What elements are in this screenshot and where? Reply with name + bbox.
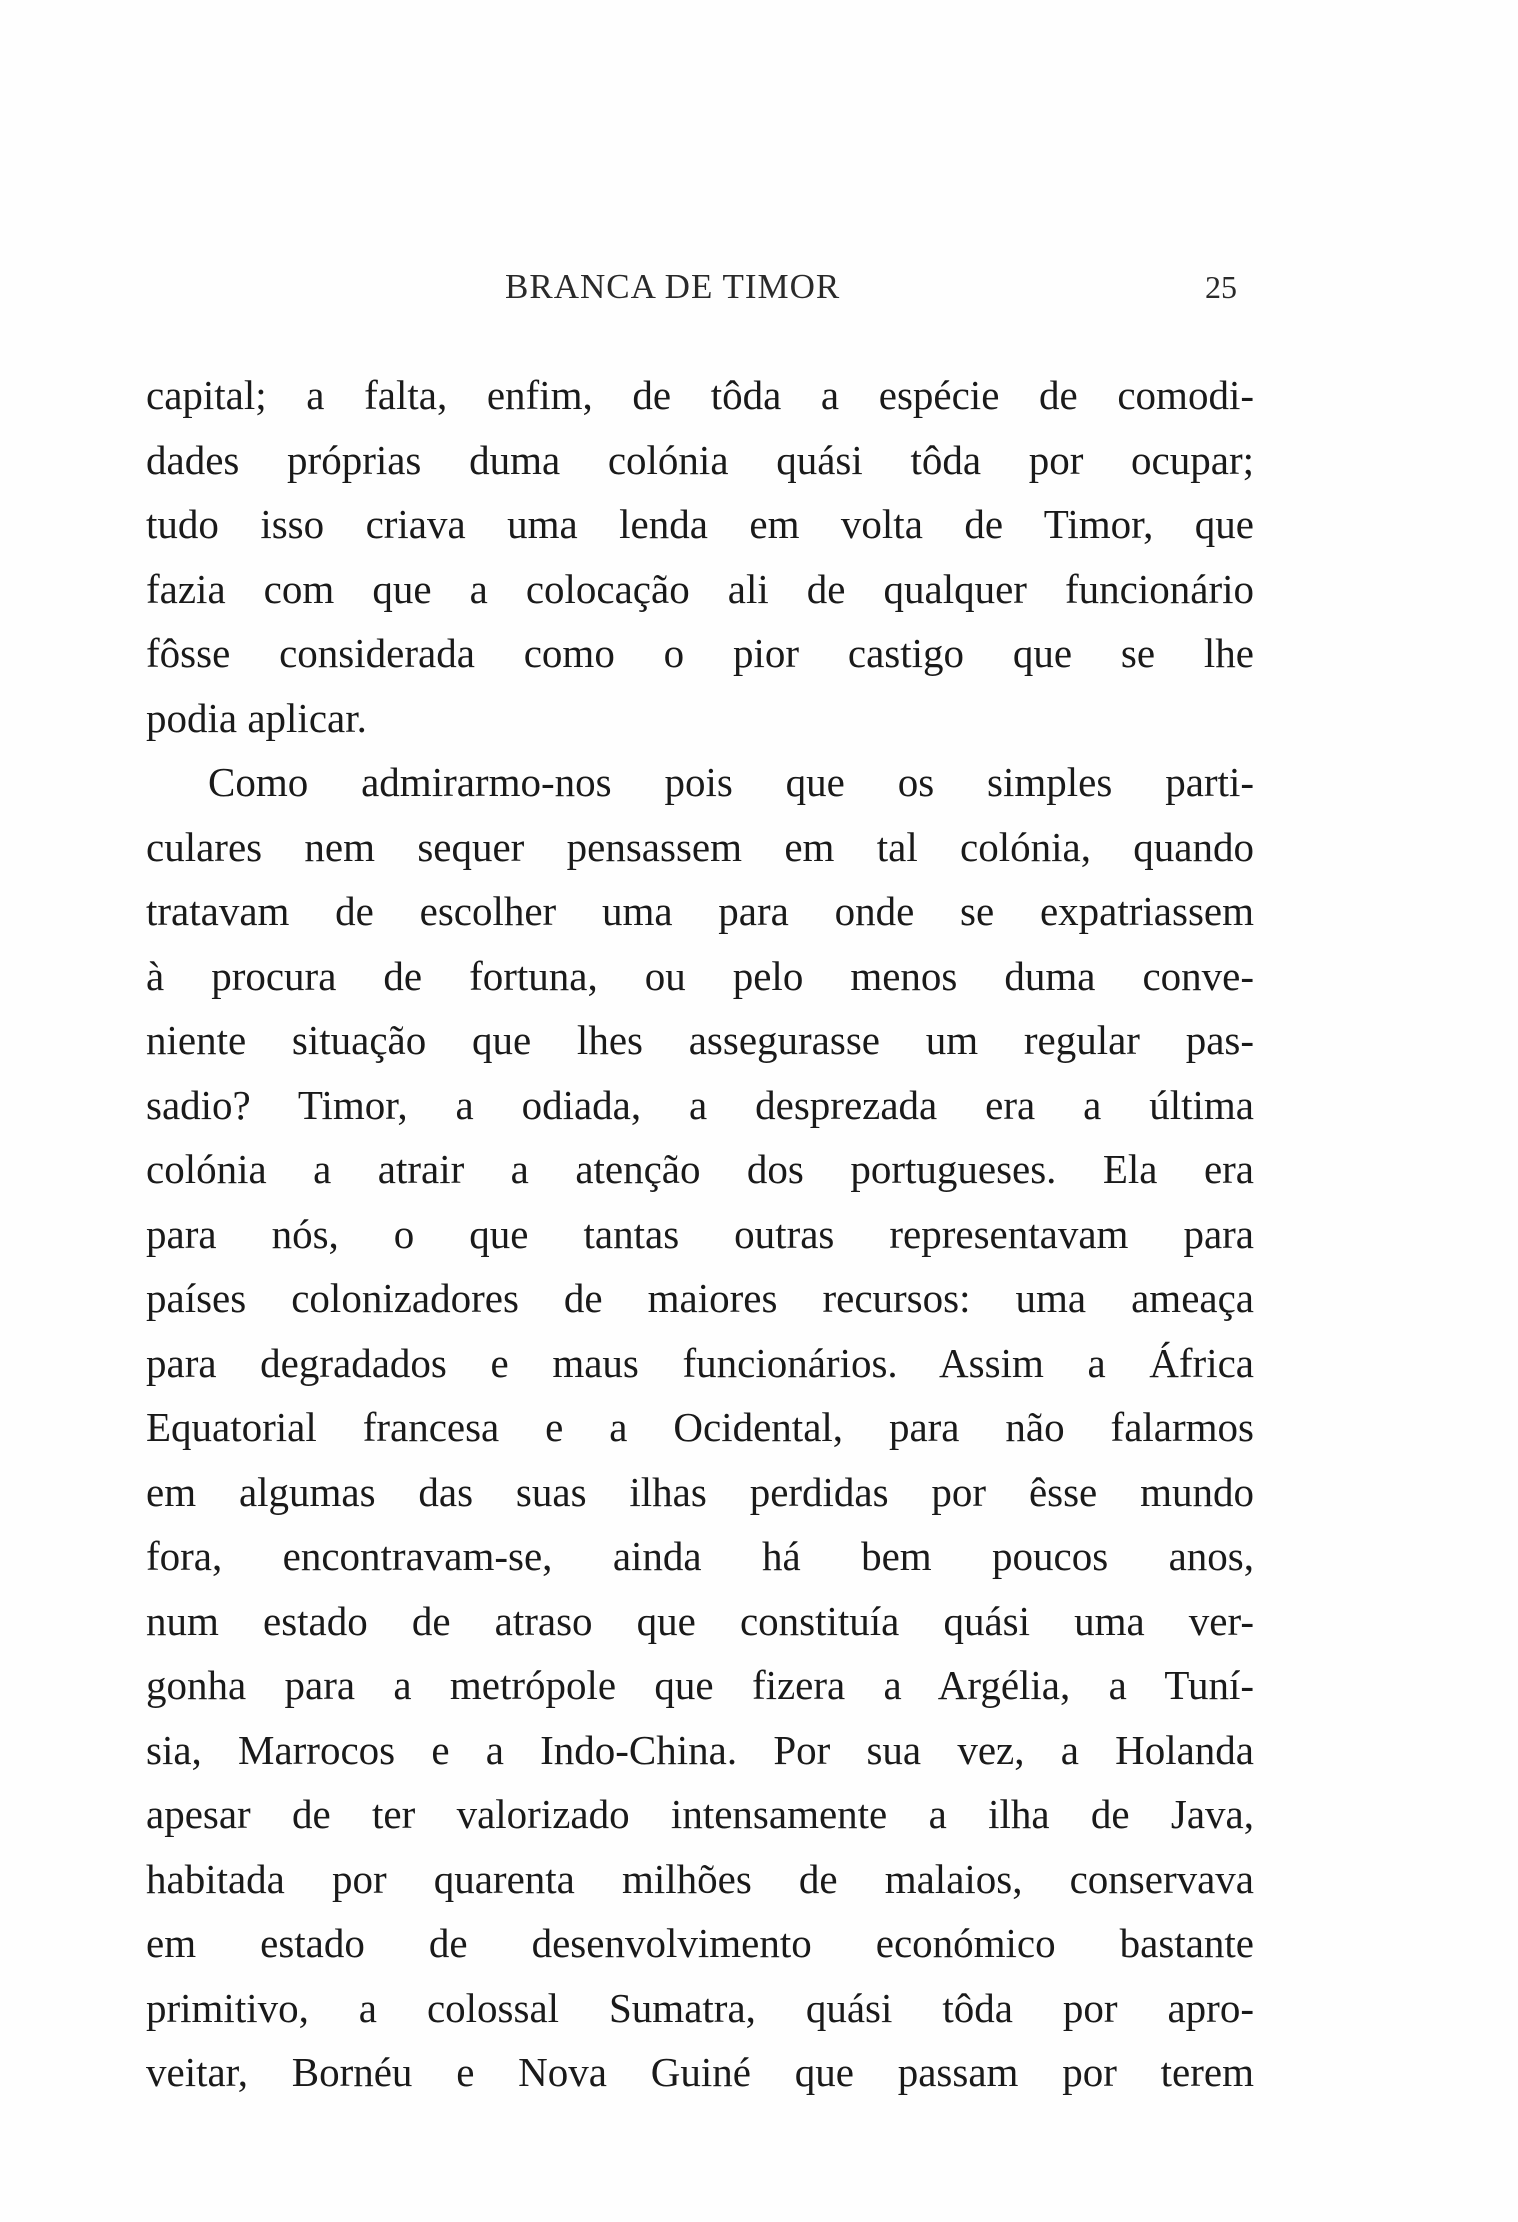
text-line: para degradados e maus funcionários. Assim a África [146,1339,1254,1386]
text-line: num estado de atraso que constituía quási uma ver- [146,1597,1254,1644]
text-line: países colonizadores de maiores recursos: uma ameaça [146,1275,1254,1321]
text-line: fôsse considerada como o pior castigo que se lhe [146,630,1254,676]
text-line: culares nem sequer pensassem em tal colónia, quando [146,823,1254,870]
text-line-paragraph-end: podia aplicar. [146,694,367,741]
text-line: veitar, Bornéu e Nova Guiné que passam por terem [146,2049,1254,2095]
text-line: Equatorial francesa e a Ocidental, para não falarmos [146,1404,1254,1450]
text-line: apesar de ter valorizado intensamente a ilha de Java, [146,1791,1254,1837]
running-title: BRANCA DE TIMOR [505,267,841,306]
text-line: sadio? Timor, a odiada, a desprezada era a última [146,1081,1254,1128]
page-number: 25 [1205,269,1237,305]
body-text [146,363,1254,2105]
text-line: dades próprias duma colónia quási tôda por ocupar; [146,436,1254,483]
text-line: tratavam de escolher uma para onde se expatriassem [146,888,1254,934]
text-line: em algumas das suas ilhas perdidas por êsse mundo [146,1468,1254,1515]
text-line: habitada por quarenta milhões de malaios, conservava [146,1855,1254,1902]
text-line: primitivo, a colossal Sumatra, quási tôda por apro- [146,1984,1254,2031]
text-line: à procura de fortuna, ou pelo menos duma conve- [146,952,1254,999]
text-line-paragraph-start: Como admirarmo-nos pois que os simples parti- [208,759,1254,805]
text-line: gonha para a metrópole que fizera a Argélia, a Tuní- [146,1662,1254,1708]
text-line: para nós, o que tantas outras representavam para [146,1210,1254,1257]
text-line: fora, encontravam-se, ainda há bem poucos anos, [146,1533,1254,1579]
text-line: sia, Marrocos e a Indo-China. Por sua vez, a Holanda [146,1726,1254,1773]
text-line: em estado de desenvolvimento económico bastante [146,1920,1254,1966]
text-line: capital; a falta, enfim, de tôda a espécie de comodi- [146,372,1254,418]
text-line: tudo isso criava uma lenda em volta de Timor, que [146,501,1254,547]
text-line: fazia com que a colocação ali de qualquer funcionário [146,565,1254,612]
text-line: colónia a atrair a atenção dos portugueses. Ela era [146,1146,1254,1192]
running-head [0,262,1518,312]
text-line: niente situação que lhes assegurasse um regular pas- [146,1017,1254,1063]
